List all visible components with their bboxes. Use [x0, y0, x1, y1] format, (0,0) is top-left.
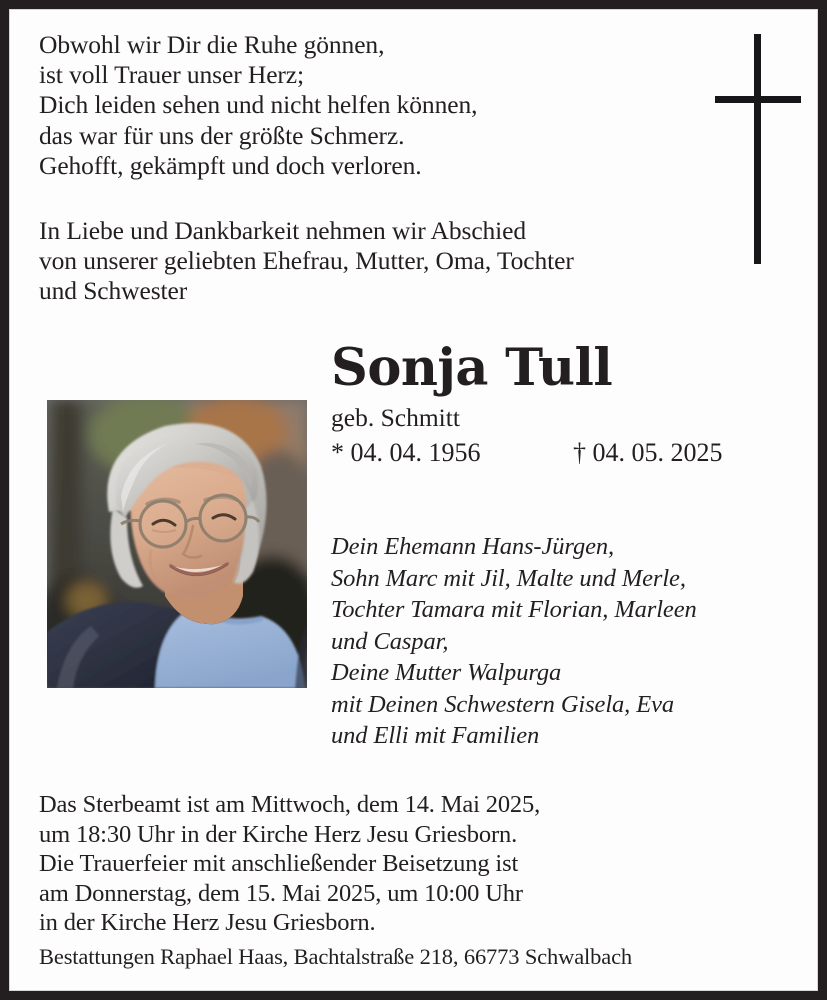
survivor-line: Sohn Marc mit Jil, Malte und Merle, [331, 564, 686, 592]
service-line: Das Sterbeamt ist am Mittwoch, dem 14. Mai 2025, [39, 791, 541, 818]
farewell-statement [39, 216, 739, 307]
survivor-line: Deine Mutter Walpurga [331, 659, 562, 686]
survivor-line: und Caspar, [331, 627, 449, 655]
survivor-line: mit Deinen Schwestern Gisela, Eva [331, 690, 675, 718]
farewell-line: In Liebe und Dankbarkeit nehmen wir Abschied [39, 216, 527, 245]
survivor-line: Dein Ehemann Hans-Jürgen, [331, 533, 615, 560]
portrait-photo [47, 400, 307, 688]
verse-line: Dich leiden sehen und nicht helfen können, [39, 90, 478, 120]
birth-date: * 04. 04. 1956 [331, 438, 481, 467]
service-line: um 18:30 Uhr in der Kirche Herz Jesu Griesborn. [39, 820, 518, 848]
service-line: in der Kirche Herz Jesu Griesborn. [39, 909, 376, 937]
survivor-line: Tochter Tamara mit Florian, Marleen [331, 596, 697, 623]
maiden-name: geb. Schmitt [331, 403, 460, 432]
deceased-name: Sonja Tull [331, 338, 613, 398]
farewell-line: von unserer geliebten Ehefrau, Mutter, Oma, Tochter [39, 246, 574, 276]
memorial-verse [39, 30, 659, 181]
verse-line: das war für uns der größte Schmerz. [39, 120, 405, 150]
service-line: Die Trauerfeier mit anschließender Beisetzung ist [39, 850, 519, 878]
funeral-service-details [39, 790, 719, 938]
life-dates [331, 437, 801, 469]
deceased-name-block [331, 340, 801, 469]
service-line: am Donnerstag, dem 15. Mai 2025, um 10:00 Uhr [39, 879, 523, 907]
funeral-home-footer [39, 943, 799, 970]
death-date: † 04. 05. 2025 [573, 438, 723, 467]
survivor-line: und Elli mit Familien [331, 722, 540, 749]
funeral-home-line: Bestattungen Raphael Haas, Bachtalstraße 218, 66773 Schwalbach [39, 944, 633, 969]
verse-line: Gehofft, gekämpft und doch verloren. [39, 150, 422, 180]
verse-line: ist voll Trauer unser Herz; [39, 60, 305, 90]
verse-line: Obwohl wir Dir die Ruhe gönnen, [39, 30, 385, 59]
notice-paper [9, 9, 818, 991]
farewell-line: und Schwester [39, 276, 188, 306]
surviving-family-list [331, 531, 811, 752]
